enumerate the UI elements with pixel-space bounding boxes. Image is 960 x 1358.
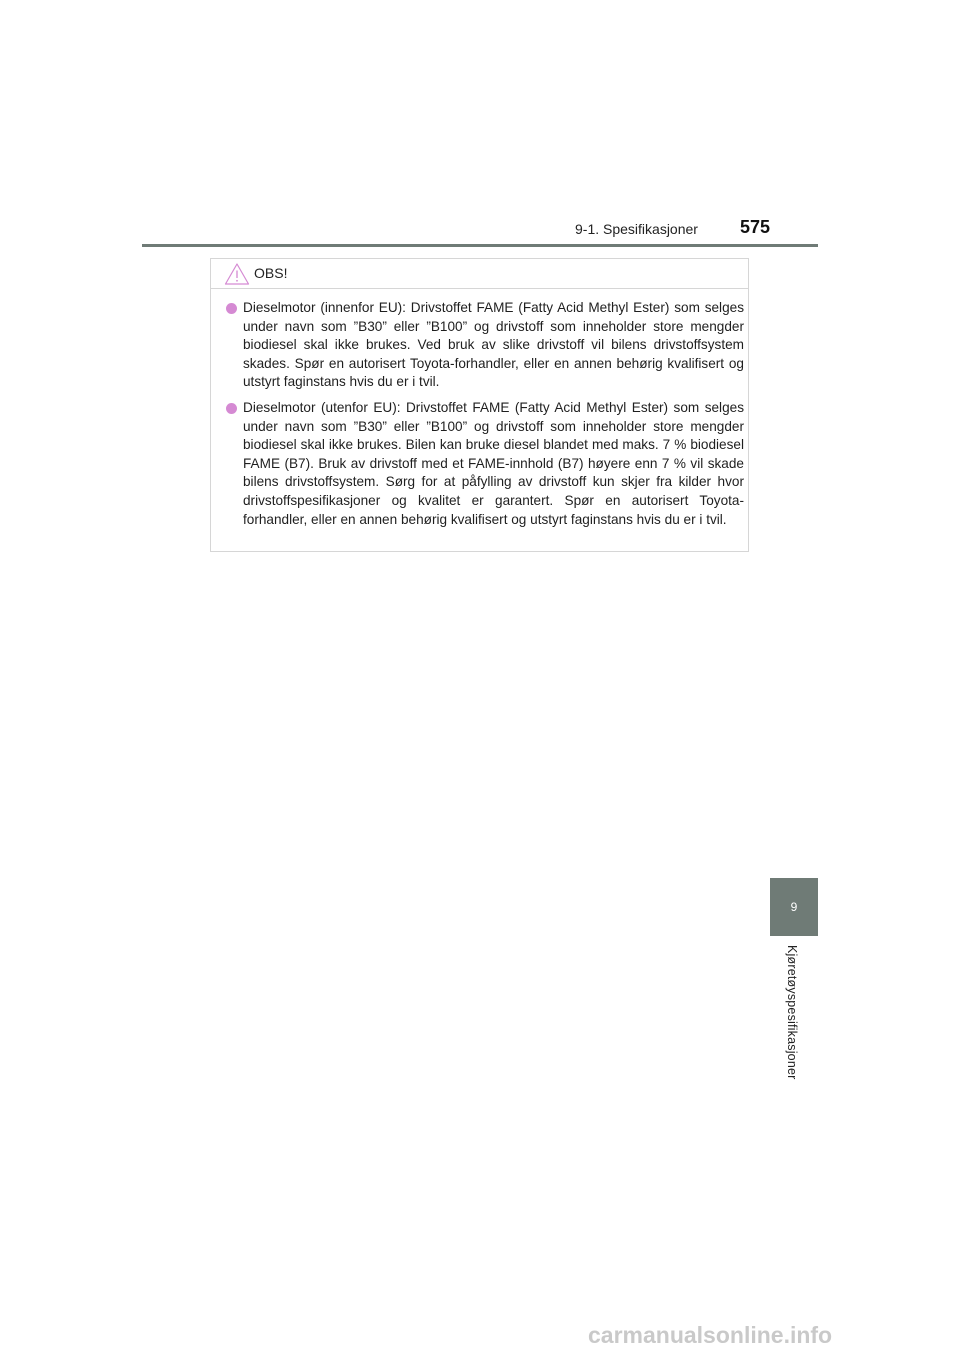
list-item-text: Dieselmotor (utenfor EU): Drivstoffet FAME (Fatty Acid Methyl Ester) som selges under navn som ”B30” eller ”B100” og drivstoff som inneholder store mengder biodiesel skal ikke brukes. Bilen kan bruke diesel blandet med maks. 7 % biodiesel FAME (B7). Bruk av drivstoff med et FAME-innhold (B7) høyere enn 7 % vil skade bilens drivstoffsystem. Sørg for at påfylling av drivstoff kun skjer fra kilder hvor drivstoffspesifikasjoner og kvalitet er garantert. Spør en autorisert Toyota-forhandler, eller en annen behørig kvalifisert og utstyrt faginstans hvis du er i tvil. (243, 399, 744, 527)
chapter-tab (770, 878, 818, 936)
list-item-text: Dieselmotor (innenfor EU): Drivstoffet FAME (Fatty Acid Methyl Ester) som selges under navn som ”B30” eller ”B100” og drivstoff som inneholder store mengder biodiesel skal ikke brukes. Ved bruk av slike drivstoff vil bilens drivstoffsystem skades. Spør en autorisert Toyota-forhandler, eller en annen behørig kvalifisert og utstyrt faginstans hvis du er i tvil. (243, 300, 744, 390)
notice-label: OBS! (254, 265, 288, 281)
bullet-icon (226, 403, 237, 414)
list-item (226, 299, 744, 392)
bullet-icon (226, 303, 237, 314)
notice-box (210, 258, 749, 552)
chapter-caption: Kjøretøyspesifikasjoner (785, 945, 799, 1080)
header-rule (142, 244, 818, 247)
notice-body (226, 299, 744, 536)
chapter-number: 9 (790, 900, 798, 914)
page-number: 575 (740, 217, 771, 237)
watermark: carmanualsonline.info (588, 1322, 833, 1348)
warning-triangle-icon (224, 262, 250, 286)
section-title: 9-1. Spesifikasjoner (575, 221, 698, 237)
notice-header (211, 259, 748, 289)
list-item (226, 399, 744, 529)
